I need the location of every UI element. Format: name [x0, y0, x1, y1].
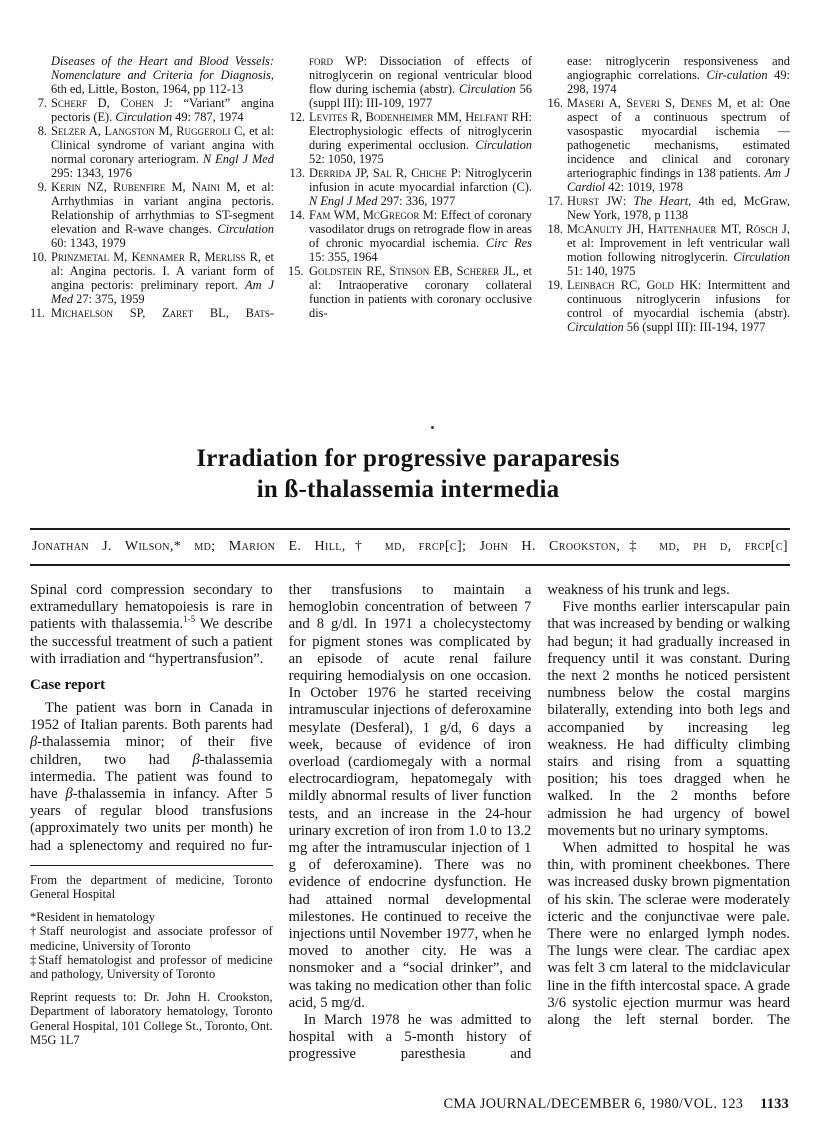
text-segment: 52: 1050, 1975 [309, 152, 384, 166]
text-segment: Goldstein RE, Stinson EB, Scherer JL [309, 264, 516, 278]
text-segment: Circ Res [485, 236, 532, 250]
text-segment: Circulation [475, 138, 532, 152]
references-column-1 [30, 54, 274, 334]
paragraph [547, 582, 790, 599]
reference-item [288, 110, 532, 166]
title-block [0, 443, 816, 505]
text-segment: Derrida JP, Sal R, Chiche P [309, 166, 458, 180]
reference-item [30, 180, 274, 250]
text-segment: , et al: Improvement in left ventricular wall motion following nitroglycerin. [567, 222, 790, 264]
text-segment: The Heart, [633, 194, 692, 208]
reference-number: 7. [37, 96, 47, 110]
text-segment: , et al: Clinical syndrome of variant angina with normal coronary arteriogram. [51, 124, 275, 166]
article-body [30, 582, 790, 1098]
article-title [0, 443, 816, 505]
reference-number: 19. [547, 278, 563, 292]
text-segment: -thalassemia intermedia. The patient was found to have [30, 751, 273, 803]
text-segment: weakness of his trunk and legs. [547, 582, 730, 598]
text-segment: 297: 336, 1977 [377, 194, 456, 208]
text-segment: N Engl J Med [202, 152, 274, 166]
text-segment: , et al: One aspect of a continuous spectrum of vasospastic myocardial ischemia — pathogenetic mechanisms, estimated incidence and clinical and coronary arteriographic findings in 138 patients. [567, 96, 790, 180]
text-segment: -thalassemia minor; of their five children, two had [30, 734, 273, 768]
reference-item [30, 124, 274, 180]
reference-item [546, 54, 790, 96]
text-segment: Kerin NZ, Rubenfire M, Naini M [51, 180, 238, 194]
reference-number: 17. [547, 194, 563, 208]
text-segment: 56 (suppl III): III-109, 1977 [309, 82, 532, 110]
article-title-line-2: in ß-thalassemia intermedia [256, 476, 560, 503]
reference-number: 18. [547, 222, 563, 236]
text-segment: Michaelson SP, Zaret BL, Bats- [51, 306, 274, 320]
byline-block [30, 528, 790, 566]
references-column-3 [546, 54, 790, 334]
reference-number: 11. [30, 306, 46, 320]
text-segment: 4th ed, McGraw, New York, 1978, p 1138 [567, 194, 790, 222]
text-segment: 42: 1019, 1978 [605, 180, 683, 194]
text-segment: 49: 787, 1974 [172, 110, 244, 124]
text-segment: : Nitroglycerin infusion in acute myocardial infarction (C). [309, 166, 532, 194]
reference-number: 9. [37, 180, 47, 194]
text-segment: , et al: Intraoperative coronary collateral function in patients with coronary occlusive dis- [309, 264, 533, 320]
text-segment: β [30, 734, 38, 751]
text-segment: : Electrophysiologic effects of nitroglycerin during experimental occlusion. [309, 110, 532, 152]
text-segment: 15: 355, 1964 [309, 250, 378, 264]
text-segment: Scherf D, Cohen J [51, 96, 170, 110]
text-segment: Leinbach RC, Gold HK [567, 278, 698, 292]
reference-item [546, 194, 790, 222]
text-segment: Spinal cord compression secondary to extramedullary hematopoiesis is rare in patients with thalassemia. [30, 582, 273, 633]
paragraph [547, 599, 790, 840]
reference-number: 10. [31, 250, 47, 264]
text-segment: Am J Cardiol [567, 166, 790, 194]
text-segment: Fam WM, McGregor M [309, 208, 434, 222]
paragraph [289, 582, 532, 1012]
paragraph [30, 582, 273, 668]
text-segment: , et al: Arrhythmias in variant angina pectoris. Relationship of arrhythmias to ST-segment elevation and R-wave changes. [51, 180, 274, 236]
text-segment: -thalassemia in infancy. After 5 years of regular blood transfusions (approximately two units per month) he had a splenectomy and required no fur- [30, 786, 273, 854]
footnote-divider [30, 865, 273, 866]
reference-item [288, 166, 532, 208]
text-segment: 295: 1343, 1976 [51, 166, 132, 180]
footnote: Reprint requests to: Dr. John H. Crookston, Department of laboratory hematology, Toronto General Hospital, 101 College St., Toronto, Ont. M5G 1L7 [30, 990, 273, 1047]
paragraph [30, 700, 273, 855]
text-segment: 1-5 [183, 614, 196, 625]
references-column-2 [288, 54, 532, 334]
text-segment: 60: 1343, 1979 [51, 236, 126, 250]
article-title-line-1: Irradiation for progressive paraparesis [196, 445, 620, 472]
reference-number: 15. [288, 264, 304, 278]
text-segment: In March 1978 he was admitted to hospital with a 5-month history of progressive paresthesia and [288, 1012, 532, 1063]
reference-item [30, 54, 274, 96]
text-segment: McAnulty JH, Hattenhauer MT, Rösch J [567, 222, 787, 236]
journal-citation: CMA JOURNAL/DECEMBER 6, 1980/VOL. 123 [443, 1096, 744, 1112]
body-column-1 [30, 582, 273, 1098]
text-segment: Circulation [567, 320, 624, 334]
reference-number: 12. [289, 110, 305, 124]
text-segment: The patient was born in Canada in 1952 of Italian parents. Both parents had [30, 700, 273, 734]
reference-item [30, 306, 274, 320]
text-segment: We describe the successful treatment of such a patient with irradiation and “hypertransfusion”. [30, 616, 273, 667]
page-footer [444, 1096, 789, 1113]
text-segment: 49: 298, 1974 [567, 68, 790, 96]
text-segment: Prinzmetal M, Kennamer R, Merliss R [51, 250, 258, 264]
footnote: †Staff neurologist and associate professor of medicine, University of Toronto [30, 924, 273, 953]
authors-byline: Jonathan J. Wilson,* md; Marion E. Hill,† md, frcp[c]; John H. Crookston,‡ md, ph d, frcp[c] [32, 539, 788, 554]
text-segment: Five months earlier interscapular pain that was increased by bending or walking had begun; it had gradually increased in frequency until it was constant. During the next 2 months he noticed persistent numbness below the costal margins bilaterally, extending into both legs and accompanied by increasing leg weakness. He had difficulty climbing stairs and rising from a squatting position; his toes dragged when he walked. In the 2 months before admission he had urgency of bowel movements but no urinary symptoms. [547, 599, 790, 839]
reference-item [30, 250, 274, 306]
text-segment: , et al: Angina pectoris. I. A variant form of angina pectoris: preliminary report. [51, 250, 274, 292]
text-segment: ther transfusions to maintain a hemoglobin concentration of between 7 and 8 g/dl. In 1971 a cholecystectomy for pigment stones was complicated by an episode of acute renal failure requiring hemodialysis on one occasion. In October 1976 he started receiving intramuscular injections of deferoxamine mesylate (Desferal), 1 g/d, 6 days a week, because of evidence of iron overload (cardiomegaly with a normal electrocardiogram, hepatomegaly with mildly abnormal results of liver function tests, and an increase in the 24-hour urinary excretion of iron from 1.0 to 13.2 mg after the intramuscular injection of 1 g of deferoxamine). There was no evidence of endocrine dysfunction. He had attained normal developmental milestones. He continued to receive the injections until November 1977, when he moved to another city. He was a nonsmoker and a “social drinker”, and was taking no medication other than folic acid, 5 mg/d. [288, 582, 532, 1011]
text-segment: Diseases of the Heart and Blood Vessels: Nomenclature and Criteria for Diagnosis, [51, 54, 274, 82]
text-segment: Am J Med [51, 278, 274, 306]
reference-item [288, 208, 532, 264]
reference-item [546, 222, 790, 278]
text-segment: 6th ed, Little, Boston, 1964, pp 112-13 [51, 82, 244, 96]
page-number: 1133 [760, 1096, 789, 1112]
text-segment: β [65, 786, 73, 803]
reference-item [30, 96, 274, 124]
text-segment: : “Variant” angina pectoris (E). [51, 96, 274, 124]
reference-number: 16. [547, 96, 563, 110]
reference-item [546, 278, 790, 334]
reference-item [546, 96, 790, 194]
paragraph [289, 1012, 532, 1064]
text-segment: Maseri A, Severi S, Denes M [567, 96, 729, 110]
reference-number: 14. [289, 208, 305, 222]
text-segment: : Intermittent and continuous nitroglycerin infusions for control of myocardial ischemia (abstr). [567, 278, 790, 320]
references-section [30, 54, 790, 334]
text-segment: 56 (suppl III): III-194, 1977 [623, 320, 766, 334]
text-segment: Circulation [733, 250, 790, 264]
text-segment: β [192, 751, 200, 768]
text-segment: Circulation [459, 82, 516, 96]
body-column-3 [547, 582, 790, 1098]
text-segment: : [622, 194, 634, 208]
body-column-2 [289, 582, 532, 1098]
reference-item [288, 264, 532, 320]
text-segment: ease: nitroglycerin responsiveness and angiographic correlations. [567, 54, 790, 82]
text-segment: Selzer A, Langston M, Ruggeroli C [51, 124, 243, 138]
text-segment: N Engl J Med [309, 194, 378, 208]
text-segment: Circulation [115, 110, 173, 124]
text-segment: 27: 375, 1959 [73, 292, 145, 306]
text-segment: When admitted to hospital he was thin, with prominent cheekbones. There was increased dusky brown pigmentation of his skin. The sclerae were moderately icteric and the conjunctivae were pale. There were no enlarged lymph nodes. The lungs were clear. The cardiac apex was felt 3 cm lateral to the midclavicular line in the fifth intercostal space. A grade 3/6 systolic ejection murmur was heard along the left sternal border. The [547, 840, 790, 1029]
section-heading: Case report [30, 677, 106, 694]
text-segment: : Dissociation of effects of nitroglycerin on regional ventricular blood flow during ischemia (abstr). [309, 54, 532, 96]
footnote: ‡Staff hematologist and professor of medicine and pathology, University of Toronto [30, 952, 273, 982]
text-segment: : Effect of coronary vasodilator drugs on retrograde flow in areas of chronic myocardial ischemia. [309, 208, 532, 250]
reference-number: 13. [289, 166, 305, 180]
text-segment: Hurst JW [567, 194, 623, 208]
text-segment: ford WP [309, 54, 364, 68]
reference-item [288, 54, 532, 110]
text-segment: 51: 140, 1975 [567, 264, 636, 278]
text-segment: Levites R, Bodenheimer MM, Helfant RH [309, 110, 529, 124]
reference-number: 8. [37, 124, 47, 138]
footnote: From the department of medicine, Toronto General Hospital [30, 872, 273, 902]
text-segment: Circulation [217, 222, 274, 236]
paragraph [547, 840, 790, 1029]
text-segment: Cir-culation [706, 68, 768, 82]
scan-artifact-dot [431, 426, 434, 429]
footnote: *Resident in hematology [30, 910, 155, 925]
